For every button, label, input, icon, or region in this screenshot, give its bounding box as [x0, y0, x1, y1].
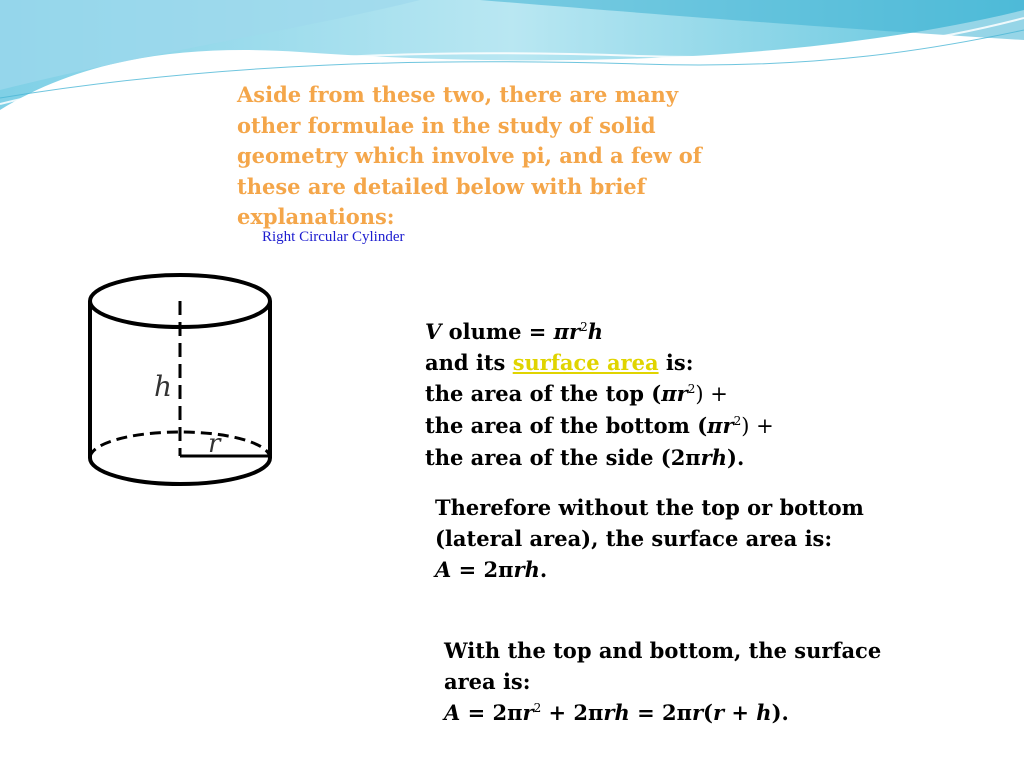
top-area-line: the area of the top $(\pi r^2)$ + — [425, 381, 728, 406]
total-line-2: area is: — [444, 669, 531, 694]
figure-caption: Right Circular Cylinder — [262, 229, 405, 245]
total-area-block — [444, 635, 881, 728]
cylinder-bottom-front-arc — [90, 458, 270, 484]
volume-line: V olume = $\pi r^2h$ — [425, 319, 604, 344]
bottom-area-line: the area of the bottom $(\pi r^2)$ + — [425, 413, 774, 438]
total-line-1: With the top and bottom, the surface — [444, 638, 882, 663]
side-area-line: the area of the side (2πrh). — [425, 445, 745, 470]
surface-area-link[interactable]: surface area — [512, 350, 659, 375]
intro-paragraph: Aside from these two, there are many other formulae in the study of solid geometry which involve pi, and a few of these are detailed below with brief explanations: — [237, 82, 702, 229]
lateral-formula: A = 2πrh. — [435, 557, 548, 582]
lateral-area-block — [435, 492, 864, 585]
lateral-line-1: Therefore without the top or bottom — [435, 495, 864, 520]
lateral-line-2: (lateral area), the surface area is: — [435, 526, 833, 551]
volume-formula-block — [425, 316, 774, 473]
height-label: h — [154, 370, 173, 403]
radius-label: r — [208, 429, 221, 459]
cylinder-diagram — [82, 268, 282, 490]
surface-area-line: and its surface area is: — [425, 350, 694, 375]
total-formula: $A = 2\pi r^2 + 2\pi rh = 2\pi r(r + h)$. — [444, 700, 789, 725]
